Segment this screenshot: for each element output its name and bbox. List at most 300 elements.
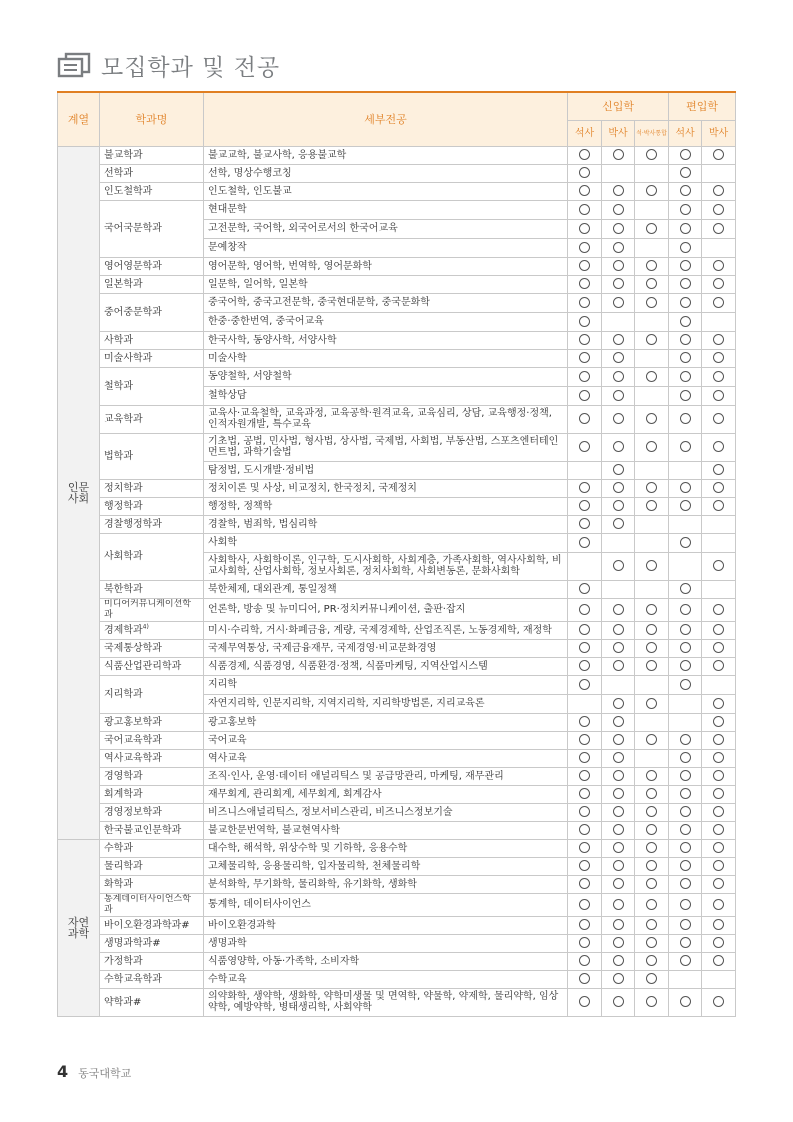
circle-mark-icon bbox=[680, 537, 691, 548]
circle-mark-icon bbox=[579, 734, 590, 745]
circle-mark-icon bbox=[680, 260, 691, 271]
circle-mark-icon bbox=[579, 278, 590, 289]
availability-cell bbox=[635, 821, 669, 839]
department-cell: 국어교육학과 bbox=[100, 731, 204, 749]
availability-cell bbox=[702, 694, 736, 713]
availability-cell bbox=[568, 988, 602, 1016]
table-row bbox=[58, 497, 736, 515]
availability-cell bbox=[635, 257, 669, 275]
circle-mark-icon bbox=[613, 278, 624, 289]
circle-mark-icon bbox=[646, 642, 657, 653]
circle-mark-icon bbox=[713, 937, 724, 948]
availability-cell bbox=[635, 238, 669, 257]
availability-cell bbox=[702, 219, 736, 238]
availability-cell bbox=[702, 497, 736, 515]
availability-cell bbox=[702, 293, 736, 312]
table-row bbox=[58, 657, 736, 675]
circle-mark-icon bbox=[713, 390, 724, 401]
table-row bbox=[58, 893, 736, 916]
circle-mark-icon bbox=[613, 788, 624, 799]
circle-mark-icon bbox=[646, 278, 657, 289]
circle-mark-icon bbox=[713, 734, 724, 745]
table-row bbox=[58, 621, 736, 639]
availability-cell bbox=[669, 916, 702, 934]
availability-cell bbox=[568, 621, 602, 639]
circle-mark-icon bbox=[579, 842, 590, 853]
availability-cell bbox=[702, 857, 736, 875]
availability-cell bbox=[602, 639, 635, 657]
major-cell: 한중·중한번역, 중국어교육 bbox=[204, 312, 568, 331]
circle-mark-icon bbox=[613, 149, 624, 160]
availability-cell bbox=[568, 916, 602, 934]
department-cell: 북한학과 bbox=[100, 580, 204, 598]
circle-mark-icon bbox=[579, 955, 590, 966]
department-cell: 바이오환경과학과# bbox=[100, 916, 204, 934]
circle-mark-icon bbox=[680, 770, 691, 781]
table-row bbox=[58, 580, 736, 598]
availability-cell bbox=[602, 238, 635, 257]
availability-cell bbox=[635, 875, 669, 893]
circle-mark-icon bbox=[646, 560, 657, 571]
circle-mark-icon bbox=[579, 878, 590, 889]
availability-cell bbox=[669, 293, 702, 312]
availability-cell bbox=[568, 893, 602, 916]
circle-mark-icon bbox=[680, 788, 691, 799]
circle-mark-icon bbox=[713, 806, 724, 817]
availability-cell bbox=[568, 598, 602, 621]
availability-cell bbox=[635, 433, 669, 461]
availability-cell bbox=[669, 713, 702, 731]
availability-cell bbox=[568, 552, 602, 580]
availability-cell bbox=[602, 552, 635, 580]
availability-cell bbox=[602, 146, 635, 164]
major-cell: 지리학 bbox=[204, 675, 568, 694]
table-row bbox=[58, 839, 736, 857]
circle-mark-icon bbox=[613, 500, 624, 511]
table-row bbox=[58, 275, 736, 293]
circle-mark-icon bbox=[680, 297, 691, 308]
circle-mark-icon bbox=[579, 482, 590, 493]
availability-cell bbox=[602, 598, 635, 621]
availability-cell bbox=[635, 515, 669, 533]
category-cell: 자연 과학 bbox=[58, 839, 100, 1016]
major-cell: 의약화학, 생약학, 생화학, 약학미생물 및 면역학, 약물학, 약제학, 물리약학, 임상약학, 예방약학, 병태생리학, 사회약학 bbox=[204, 988, 568, 1016]
circle-mark-icon bbox=[646, 770, 657, 781]
major-cell: 일문학, 일어학, 일본학 bbox=[204, 275, 568, 293]
circle-mark-icon bbox=[713, 260, 724, 271]
circle-mark-icon bbox=[613, 996, 624, 1007]
availability-cell bbox=[568, 349, 602, 367]
table-row bbox=[58, 479, 736, 497]
availability-cell bbox=[568, 386, 602, 405]
circle-mark-icon bbox=[579, 604, 590, 615]
circle-mark-icon bbox=[680, 806, 691, 817]
department-cell: 수학교육학과 bbox=[100, 970, 204, 988]
circle-mark-icon bbox=[579, 149, 590, 160]
circle-mark-icon bbox=[713, 223, 724, 234]
availability-cell bbox=[602, 515, 635, 533]
availability-cell bbox=[635, 200, 669, 219]
circle-mark-icon bbox=[680, 878, 691, 889]
table-row bbox=[58, 146, 736, 164]
department-cell: 국제통상학과 bbox=[100, 639, 204, 657]
availability-cell bbox=[669, 146, 702, 164]
availability-cell bbox=[702, 386, 736, 405]
circle-mark-icon bbox=[613, 624, 624, 635]
availability-cell bbox=[635, 331, 669, 349]
availability-cell bbox=[669, 839, 702, 857]
availability-cell bbox=[602, 875, 635, 893]
availability-cell bbox=[635, 952, 669, 970]
major-cell: 교육사·교육철학, 교육과정, 교육공학·원격교육, 교육심리, 상담, 교육행정·정책, 인적자원개발, 특수교육 bbox=[204, 405, 568, 433]
department-cell: 약학과# bbox=[100, 988, 204, 1016]
department-cell: 경영정보학과 bbox=[100, 803, 204, 821]
circle-mark-icon bbox=[713, 996, 724, 1007]
availability-cell bbox=[602, 839, 635, 857]
major-cell: 생명과학 bbox=[204, 934, 568, 952]
circle-mark-icon bbox=[713, 842, 724, 853]
circle-mark-icon bbox=[713, 297, 724, 308]
circle-mark-icon bbox=[646, 937, 657, 948]
circle-mark-icon bbox=[646, 806, 657, 817]
availability-cell bbox=[635, 916, 669, 934]
availability-cell bbox=[602, 257, 635, 275]
availability-cell bbox=[635, 293, 669, 312]
availability-cell bbox=[602, 367, 635, 386]
major-cell: 조직·인사, 운영·데이터 애널리틱스 및 공급망관리, 마케팅, 재무관리 bbox=[204, 767, 568, 785]
table-row bbox=[58, 639, 736, 657]
availability-cell bbox=[635, 312, 669, 331]
circle-mark-icon bbox=[613, 878, 624, 889]
availability-cell bbox=[602, 675, 635, 694]
availability-cell bbox=[602, 219, 635, 238]
header-transfer-doctor: 박사 bbox=[702, 120, 736, 146]
table-row bbox=[58, 803, 736, 821]
circle-mark-icon bbox=[579, 441, 590, 452]
availability-cell bbox=[702, 839, 736, 857]
availability-cell bbox=[702, 875, 736, 893]
circle-mark-icon bbox=[680, 482, 691, 493]
table-row bbox=[58, 405, 736, 433]
availability-cell bbox=[568, 857, 602, 875]
circle-mark-icon bbox=[680, 955, 691, 966]
circle-mark-icon bbox=[579, 297, 590, 308]
availability-cell bbox=[702, 312, 736, 331]
availability-cell bbox=[602, 164, 635, 182]
circle-mark-icon bbox=[613, 390, 624, 401]
circle-mark-icon bbox=[646, 824, 657, 835]
availability-cell bbox=[635, 349, 669, 367]
major-cell: 식품영양학, 아동·가족학, 소비자학 bbox=[204, 952, 568, 970]
circle-mark-icon bbox=[613, 223, 624, 234]
header-department: 학과명 bbox=[100, 92, 204, 146]
availability-cell bbox=[635, 598, 669, 621]
availability-cell bbox=[568, 331, 602, 349]
circle-mark-icon bbox=[579, 223, 590, 234]
circle-mark-icon bbox=[680, 824, 691, 835]
availability-cell bbox=[568, 639, 602, 657]
table-row bbox=[58, 675, 736, 694]
table-row bbox=[58, 331, 736, 349]
circle-mark-icon bbox=[713, 624, 724, 635]
availability-cell bbox=[702, 257, 736, 275]
circle-mark-icon bbox=[713, 185, 724, 196]
section-title bbox=[57, 50, 280, 80]
availability-cell bbox=[635, 749, 669, 767]
circle-mark-icon bbox=[613, 734, 624, 745]
circle-mark-icon bbox=[579, 371, 590, 382]
availability-cell bbox=[669, 580, 702, 598]
availability-cell bbox=[702, 675, 736, 694]
availability-cell bbox=[635, 386, 669, 405]
major-cell: 영어문학, 영어학, 번역학, 영어문화학 bbox=[204, 257, 568, 275]
availability-cell bbox=[702, 515, 736, 533]
availability-cell bbox=[669, 731, 702, 749]
major-cell: 통계학, 데이터사이언스 bbox=[204, 893, 568, 916]
availability-cell bbox=[568, 694, 602, 713]
circle-mark-icon bbox=[579, 996, 590, 1007]
availability-cell bbox=[568, 433, 602, 461]
availability-cell bbox=[568, 164, 602, 182]
circle-mark-icon bbox=[613, 604, 624, 615]
circle-mark-icon bbox=[613, 441, 624, 452]
circle-mark-icon bbox=[613, 937, 624, 948]
circle-mark-icon bbox=[713, 919, 724, 930]
major-cell: 미시·수리학, 거시·화폐금융, 계량, 국제경제학, 산업조직론, 노동경제학, 재정학 bbox=[204, 621, 568, 639]
circle-mark-icon bbox=[713, 560, 724, 571]
header-new: 신입학 bbox=[568, 92, 669, 120]
circle-mark-icon bbox=[579, 242, 590, 253]
circle-mark-icon bbox=[646, 149, 657, 160]
university-name: 동국대학교 bbox=[78, 1067, 132, 1080]
circle-mark-icon bbox=[579, 390, 590, 401]
circle-mark-icon bbox=[579, 334, 590, 345]
circle-mark-icon bbox=[613, 371, 624, 382]
major-cell: 현대문학 bbox=[204, 200, 568, 219]
circle-mark-icon bbox=[713, 604, 724, 615]
circle-mark-icon bbox=[713, 824, 724, 835]
circle-mark-icon bbox=[680, 583, 691, 594]
table-row bbox=[58, 349, 736, 367]
availability-cell bbox=[702, 621, 736, 639]
circle-mark-icon bbox=[613, 824, 624, 835]
availability-cell bbox=[669, 515, 702, 533]
circle-mark-icon bbox=[579, 679, 590, 690]
availability-cell bbox=[669, 988, 702, 1016]
circle-mark-icon bbox=[646, 698, 657, 709]
circle-mark-icon bbox=[579, 642, 590, 653]
availability-cell bbox=[702, 479, 736, 497]
availability-cell bbox=[602, 580, 635, 598]
availability-cell bbox=[702, 821, 736, 839]
circle-mark-icon bbox=[613, 482, 624, 493]
table-row bbox=[58, 598, 736, 621]
circle-mark-icon bbox=[646, 223, 657, 234]
availability-cell bbox=[702, 749, 736, 767]
availability-cell bbox=[669, 639, 702, 657]
circle-mark-icon bbox=[579, 537, 590, 548]
circle-mark-icon bbox=[579, 973, 590, 984]
availability-cell bbox=[702, 988, 736, 1016]
circle-mark-icon bbox=[613, 242, 624, 253]
department-cell: 사학과 bbox=[100, 331, 204, 349]
circle-mark-icon bbox=[646, 624, 657, 635]
availability-cell bbox=[635, 785, 669, 803]
circle-mark-icon bbox=[713, 204, 724, 215]
availability-cell bbox=[669, 200, 702, 219]
circle-mark-icon bbox=[579, 660, 590, 671]
circle-mark-icon bbox=[579, 204, 590, 215]
circle-mark-icon bbox=[680, 734, 691, 745]
circle-mark-icon bbox=[713, 660, 724, 671]
availability-cell bbox=[702, 934, 736, 952]
availability-cell bbox=[702, 731, 736, 749]
major-cell: 광고홍보학 bbox=[204, 713, 568, 731]
circle-mark-icon bbox=[680, 413, 691, 424]
circle-mark-icon bbox=[646, 919, 657, 930]
circle-mark-icon bbox=[646, 260, 657, 271]
circle-mark-icon bbox=[680, 316, 691, 327]
table-row bbox=[58, 934, 736, 952]
availability-cell bbox=[702, 767, 736, 785]
department-cell: 통계데이터사이언스학과 bbox=[100, 893, 204, 916]
major-cell: 국어교육 bbox=[204, 731, 568, 749]
circle-mark-icon bbox=[613, 464, 624, 475]
header-new-master: 석사 bbox=[568, 120, 602, 146]
availability-cell bbox=[702, 803, 736, 821]
availability-cell bbox=[602, 694, 635, 713]
circle-mark-icon bbox=[646, 482, 657, 493]
circle-mark-icon bbox=[579, 316, 590, 327]
department-cell: 교육학과 bbox=[100, 405, 204, 433]
availability-cell bbox=[602, 821, 635, 839]
availability-cell bbox=[602, 275, 635, 293]
availability-cell bbox=[669, 433, 702, 461]
circle-mark-icon bbox=[613, 860, 624, 871]
circle-mark-icon bbox=[680, 604, 691, 615]
availability-cell bbox=[602, 749, 635, 767]
availability-cell bbox=[568, 821, 602, 839]
availability-cell bbox=[669, 331, 702, 349]
major-cell: 사회학 bbox=[204, 533, 568, 552]
circle-mark-icon bbox=[680, 842, 691, 853]
availability-cell bbox=[635, 405, 669, 433]
availability-cell bbox=[669, 598, 702, 621]
circle-mark-icon bbox=[680, 441, 691, 452]
availability-cell bbox=[602, 657, 635, 675]
availability-cell bbox=[568, 238, 602, 257]
availability-cell bbox=[669, 785, 702, 803]
circle-mark-icon bbox=[680, 185, 691, 196]
circle-mark-icon bbox=[613, 297, 624, 308]
circle-mark-icon bbox=[646, 860, 657, 871]
circle-mark-icon bbox=[613, 752, 624, 763]
circle-mark-icon bbox=[646, 660, 657, 671]
availability-cell bbox=[669, 367, 702, 386]
availability-cell bbox=[669, 533, 702, 552]
department-cell: 국어국문학과 bbox=[100, 200, 204, 257]
circle-mark-icon bbox=[680, 996, 691, 1007]
circle-mark-icon bbox=[680, 334, 691, 345]
circle-mark-icon bbox=[680, 500, 691, 511]
major-cell: 중국어학, 중국고전문학, 중국현대문학, 중국문화학 bbox=[204, 293, 568, 312]
circle-mark-icon bbox=[680, 860, 691, 871]
circle-mark-icon bbox=[613, 716, 624, 727]
availability-cell bbox=[669, 857, 702, 875]
department-cell: 지리학과 bbox=[100, 675, 204, 713]
availability-cell bbox=[568, 767, 602, 785]
availability-cell bbox=[669, 219, 702, 238]
availability-cell bbox=[669, 386, 702, 405]
circle-mark-icon bbox=[680, 919, 691, 930]
availability-cell bbox=[602, 952, 635, 970]
availability-cell bbox=[568, 970, 602, 988]
circle-mark-icon bbox=[680, 371, 691, 382]
availability-cell bbox=[602, 433, 635, 461]
circle-mark-icon bbox=[713, 716, 724, 727]
circle-mark-icon bbox=[713, 770, 724, 781]
availability-cell bbox=[702, 657, 736, 675]
major-cell: 불교교학, 불교사학, 응용불교학 bbox=[204, 146, 568, 164]
availability-cell bbox=[635, 988, 669, 1016]
availability-cell bbox=[702, 367, 736, 386]
availability-cell bbox=[635, 803, 669, 821]
availability-cell bbox=[635, 675, 669, 694]
availability-cell bbox=[568, 675, 602, 694]
circle-mark-icon bbox=[579, 860, 590, 871]
availability-cell bbox=[669, 934, 702, 952]
circle-mark-icon bbox=[613, 560, 624, 571]
availability-cell bbox=[635, 639, 669, 657]
availability-cell bbox=[702, 580, 736, 598]
page-title: 모집학과 및 전공 bbox=[101, 54, 281, 81]
circle-mark-icon bbox=[613, 770, 624, 781]
availability-cell bbox=[669, 749, 702, 767]
circle-mark-icon bbox=[579, 937, 590, 948]
availability-cell bbox=[635, 621, 669, 639]
document-icon bbox=[57, 52, 91, 78]
department-cell: 일본학과 bbox=[100, 275, 204, 293]
major-cell: 자연지리학, 인문지리학, 지역지리학, 지리학방법론, 지리교육론 bbox=[204, 694, 568, 713]
availability-cell bbox=[702, 552, 736, 580]
availability-cell bbox=[602, 182, 635, 200]
availability-cell bbox=[635, 767, 669, 785]
department-cell: 한국불교인문학과 bbox=[100, 821, 204, 839]
circle-mark-icon bbox=[579, 413, 590, 424]
availability-cell bbox=[702, 146, 736, 164]
circle-mark-icon bbox=[613, 919, 624, 930]
availability-cell bbox=[635, 857, 669, 875]
major-cell: 미술사학 bbox=[204, 349, 568, 367]
circle-mark-icon bbox=[613, 660, 624, 671]
major-cell: 탐정법, 도시개발·정비법 bbox=[204, 461, 568, 479]
availability-cell bbox=[568, 952, 602, 970]
availability-cell bbox=[635, 479, 669, 497]
major-cell: 사회학사, 사회학이론, 인구학, 도시사회학, 사회계층, 가족사회학, 역사사회학, 비교사회학, 산업사회학, 정보사회론, 정치사회학, 사회변동론, 문화사회학 bbox=[204, 552, 568, 580]
table-row bbox=[58, 749, 736, 767]
availability-cell bbox=[669, 694, 702, 713]
circle-mark-icon bbox=[646, 371, 657, 382]
table-row bbox=[58, 970, 736, 988]
circle-mark-icon bbox=[646, 899, 657, 910]
availability-cell bbox=[568, 839, 602, 857]
availability-cell bbox=[669, 675, 702, 694]
circle-mark-icon bbox=[680, 642, 691, 653]
circle-mark-icon bbox=[646, 734, 657, 745]
circle-mark-icon bbox=[613, 334, 624, 345]
circle-mark-icon bbox=[680, 204, 691, 215]
circle-mark-icon bbox=[579, 770, 590, 781]
